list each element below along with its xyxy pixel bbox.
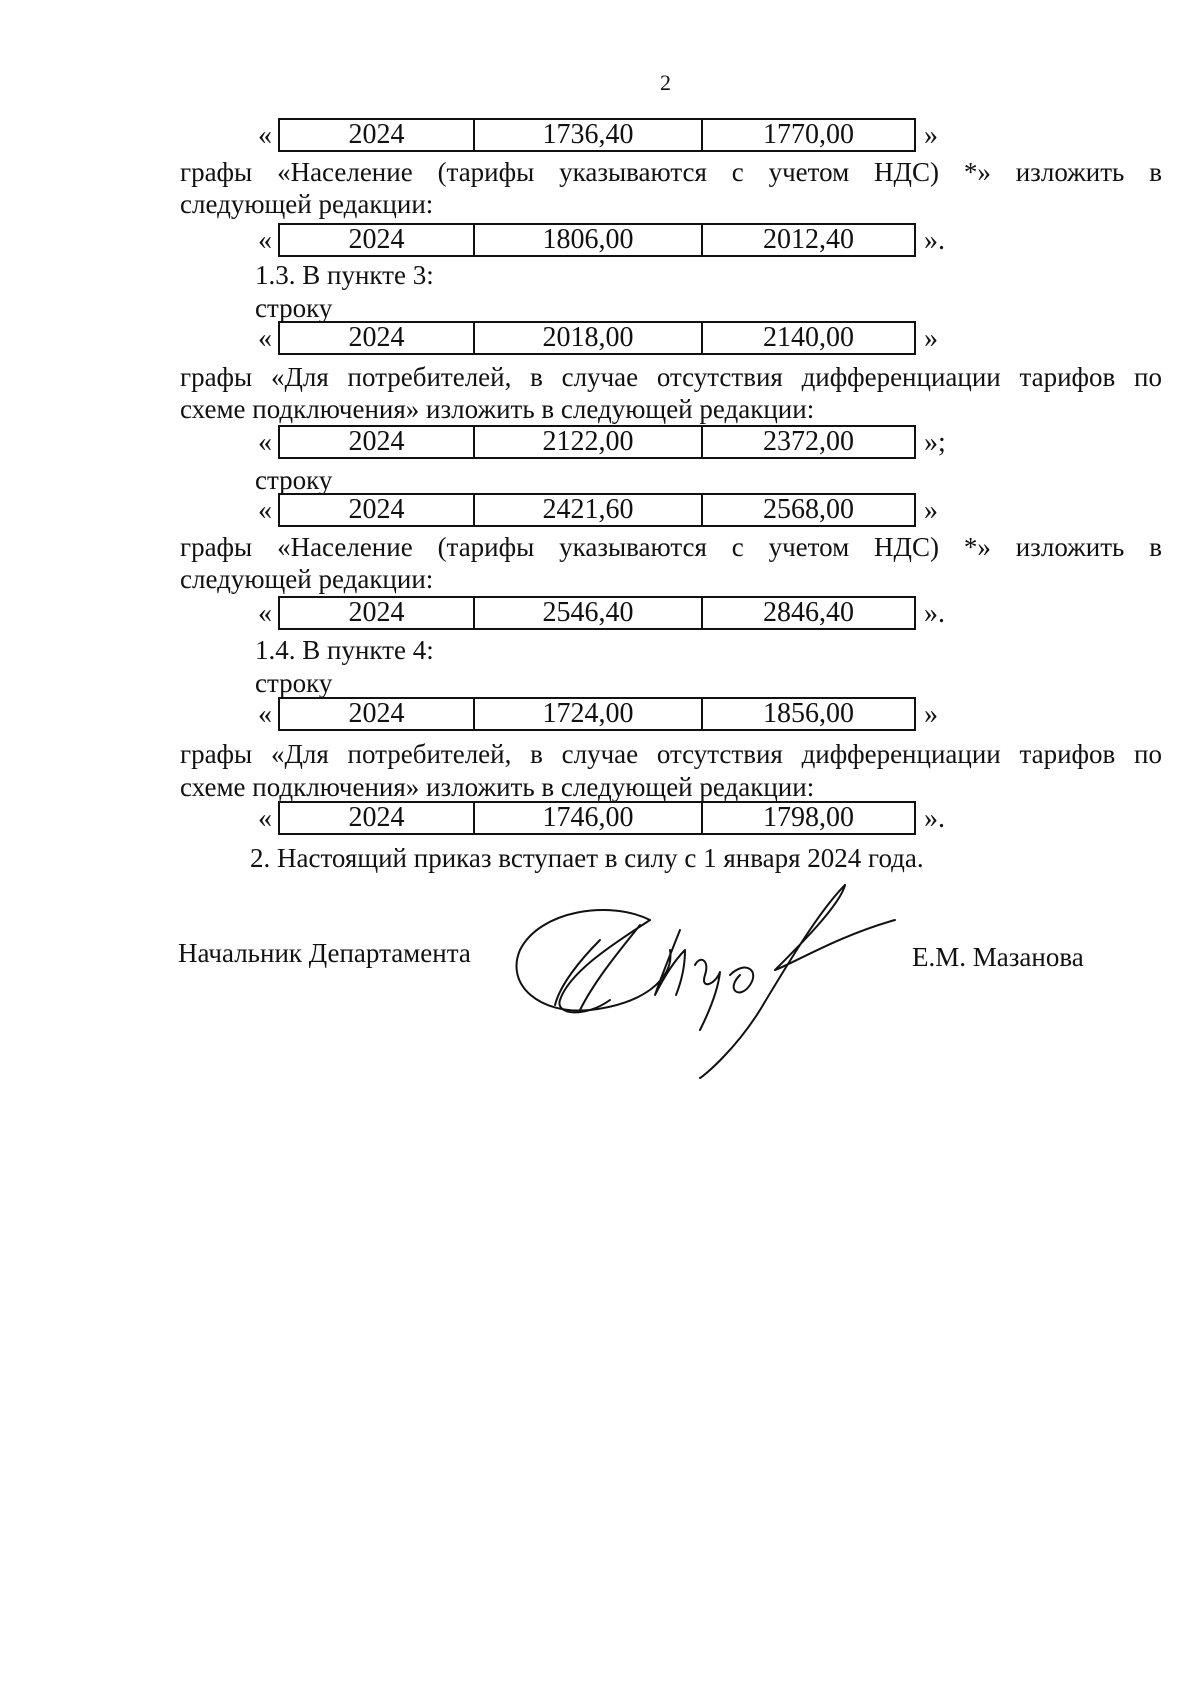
- value-cell-1: 2421,60: [475, 495, 703, 525]
- value-cell-1: 2018,00: [475, 323, 703, 353]
- label-stroku: строку: [255, 293, 333, 323]
- page-number: 2: [660, 70, 671, 95]
- item-1-4: 1.4. В пункте 4:: [255, 635, 434, 665]
- quote-open: «: [258, 225, 272, 256]
- paragraph-scheme: схеме подключения» изложить в следующей редакции:: [180, 772, 815, 802]
- year-cell: 2024: [280, 699, 475, 729]
- quote-close: ».: [924, 598, 945, 629]
- signature-inner-stroke: [580, 925, 640, 1010]
- value-cell-2: 2568,00: [763, 494, 854, 525]
- signature-letter-u: [695, 960, 720, 1030]
- handwritten-signature: [500, 880, 920, 1080]
- signature-long-stroke: [700, 885, 845, 1078]
- quote-close: »: [924, 323, 938, 354]
- tariff-row-cells: [278, 425, 916, 459]
- tariff-row-cells: [278, 596, 916, 630]
- paragraph-grafy-naselenie: графы «Население (тарифы указываются с учетом НДС) *» изложить в: [180, 157, 1162, 187]
- quote-close: »;: [924, 427, 946, 458]
- year-cell: 2024: [280, 323, 475, 353]
- value-cell-1: 2122,00: [475, 427, 703, 457]
- value-cell-2: 2372,00: [763, 426, 854, 457]
- quote-open: «: [258, 427, 272, 458]
- paragraph-scheme: схеме подключения» изложить в следующей редакции:: [180, 394, 815, 424]
- quote-open: «: [258, 120, 272, 151]
- item-1-3: 1.3. В пункте 3:: [255, 260, 434, 290]
- signer-name: Е.М. Мазанова: [912, 942, 1084, 972]
- value-cell-2: 1856,00: [763, 698, 854, 729]
- paragraph-next-edition: следующей редакции:: [180, 189, 434, 219]
- tariff-row-cells: [278, 493, 916, 527]
- paragraph-grafy-potrebiteli: графы «Для потребителей, в случае отсутствия дифференциации тарифов по: [180, 362, 1162, 392]
- signature-letter-r: [730, 968, 753, 993]
- paragraph-grafy-potrebiteli: графы «Для потребителей, в случае отсутствия дифференциации тарифов по: [180, 739, 1162, 769]
- year-cell: 2024: [280, 120, 475, 150]
- paragraph-next-edition: следующей редакции:: [180, 564, 434, 594]
- label-stroku: строку: [255, 465, 333, 495]
- quote-open: «: [258, 323, 272, 354]
- tariff-row-cells: [278, 118, 916, 152]
- quote-close: ».: [924, 225, 945, 256]
- quote-close: »: [924, 120, 938, 151]
- value-cell-2: 2012,40: [763, 224, 854, 255]
- quote-close: »: [924, 699, 938, 730]
- tariff-row-cells: [278, 697, 916, 731]
- quote-close: »: [924, 495, 938, 526]
- year-cell: 2024: [280, 598, 475, 628]
- quote-close: ».: [924, 803, 945, 834]
- item-2: 2. Настоящий приказ вступает в силу с 1 января 2024 года.: [250, 843, 924, 873]
- quote-open: «: [258, 699, 272, 730]
- label-stroku: строку: [255, 668, 333, 698]
- tariff-row-cells: [278, 223, 916, 257]
- signer-title: Начальник Департамента: [178, 938, 471, 968]
- quote-open: «: [258, 495, 272, 526]
- value-cell-1: 1736,40: [475, 120, 703, 150]
- tariff-row-cells: [278, 801, 916, 835]
- year-cell: 2024: [280, 427, 475, 457]
- value-cell-2: 2140,00: [763, 322, 854, 353]
- value-cell-1: 1724,00: [475, 699, 703, 729]
- value-cell-1: 2546,40: [475, 598, 703, 628]
- paragraph-grafy-naselenie: графы «Население (тарифы указываются с учетом НДС) *» изложить в: [180, 532, 1162, 562]
- tariff-row-cells: [278, 321, 916, 355]
- value-cell-2: 2846,40: [763, 597, 854, 628]
- value-cell-1: 1806,00: [475, 225, 703, 255]
- value-cell-1: 1746,00: [475, 803, 703, 833]
- value-cell-2: 1770,00: [763, 119, 854, 150]
- year-cell: 2024: [280, 803, 475, 833]
- quote-open: «: [258, 803, 272, 834]
- value-cell-2: 1798,00: [763, 802, 854, 833]
- year-cell: 2024: [280, 495, 475, 525]
- year-cell: 2024: [280, 225, 475, 255]
- quote-open: «: [258, 598, 272, 629]
